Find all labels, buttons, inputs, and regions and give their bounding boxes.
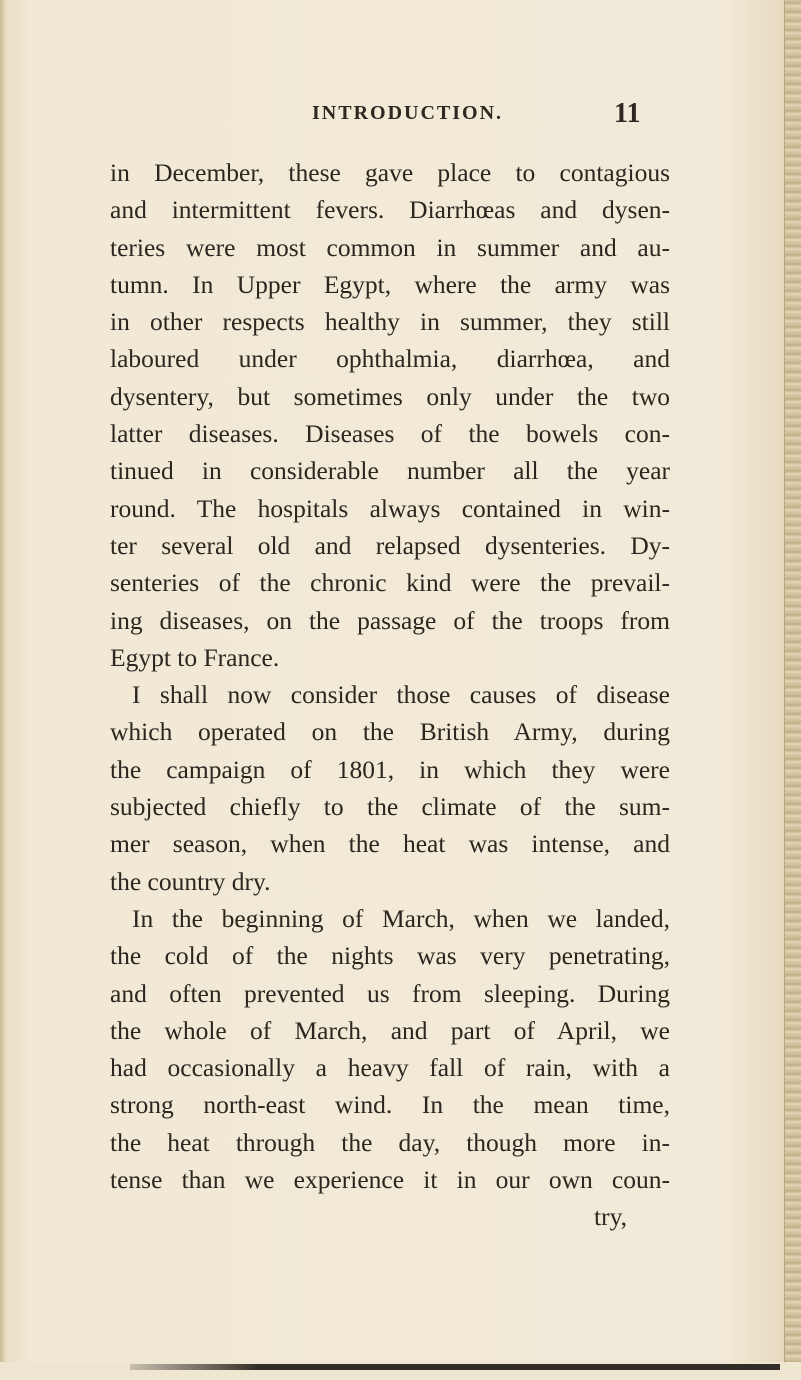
page-gutter-shadow bbox=[0, 0, 6, 1380]
text-line: tense than we experience it in our own coun- bbox=[110, 1165, 670, 1195]
page-fore-edge bbox=[784, 0, 801, 1380]
text-line: the whole of March, and part of April, we bbox=[110, 1015, 670, 1045]
text-line: had occasionally a heavy fall of rain, with a bbox=[110, 1053, 670, 1083]
scan-edge-bar bbox=[130, 1364, 780, 1370]
text-line: and intermittent fevers. Diarrhœas and dysen- bbox=[110, 195, 670, 225]
text-line: in December, these gave place to contagious bbox=[110, 158, 670, 187]
text-line: mer season, when the heat was intense, and bbox=[110, 829, 670, 859]
text-line: subjected chiefly to the climate of the sum- bbox=[110, 792, 670, 822]
text-line: I shall now consider those causes of disease bbox=[132, 680, 670, 710]
catchword: try, bbox=[594, 1202, 628, 1232]
text-line: tinued in considerable number all the year bbox=[110, 456, 670, 486]
text-line: laboured under ophthalmia, diarrhœa, and bbox=[110, 344, 670, 374]
text-line: ing diseases, on the passage of the troops from bbox=[110, 605, 670, 635]
text-line: and often prevented us from sleeping. During bbox=[110, 978, 670, 1008]
text-line: latter diseases. Diseases of the bowels con- bbox=[110, 419, 670, 449]
text-line: the heat through the day, though more in- bbox=[110, 1127, 670, 1157]
text-line: Egypt to France. bbox=[110, 642, 280, 672]
text-line: tumn. In Upper Egypt, where the army was bbox=[110, 269, 670, 299]
text-line: the campaign of 1801, in which they were bbox=[110, 754, 670, 784]
text-line: senteries of the chronic kind were the prevail- bbox=[110, 568, 670, 598]
page-number: 11 bbox=[614, 98, 641, 129]
text-line: teries were most common in summer and au- bbox=[110, 232, 670, 262]
text-line: the country dry. bbox=[110, 866, 271, 896]
text-line: strong north-east wind. In the mean time, bbox=[110, 1090, 670, 1120]
text-line: dysentery, but sometimes only under the two bbox=[110, 381, 670, 411]
text-line: round. The hospitals always contained in win- bbox=[110, 493, 670, 523]
text-line: ter several old and relapsed dysenteries. Dy- bbox=[110, 530, 670, 560]
running-head: INTRODUCTION. bbox=[312, 102, 504, 124]
text-line: in other respects healthy in summer, they still bbox=[110, 307, 670, 337]
text-line: which operated on the British Army, during bbox=[110, 717, 670, 747]
body-text bbox=[110, 154, 670, 1236]
text-line: the cold of the nights was very penetrating, bbox=[110, 941, 670, 971]
page-header bbox=[0, 98, 801, 142]
text-line: In the beginning of March, when we landed, bbox=[132, 903, 670, 933]
